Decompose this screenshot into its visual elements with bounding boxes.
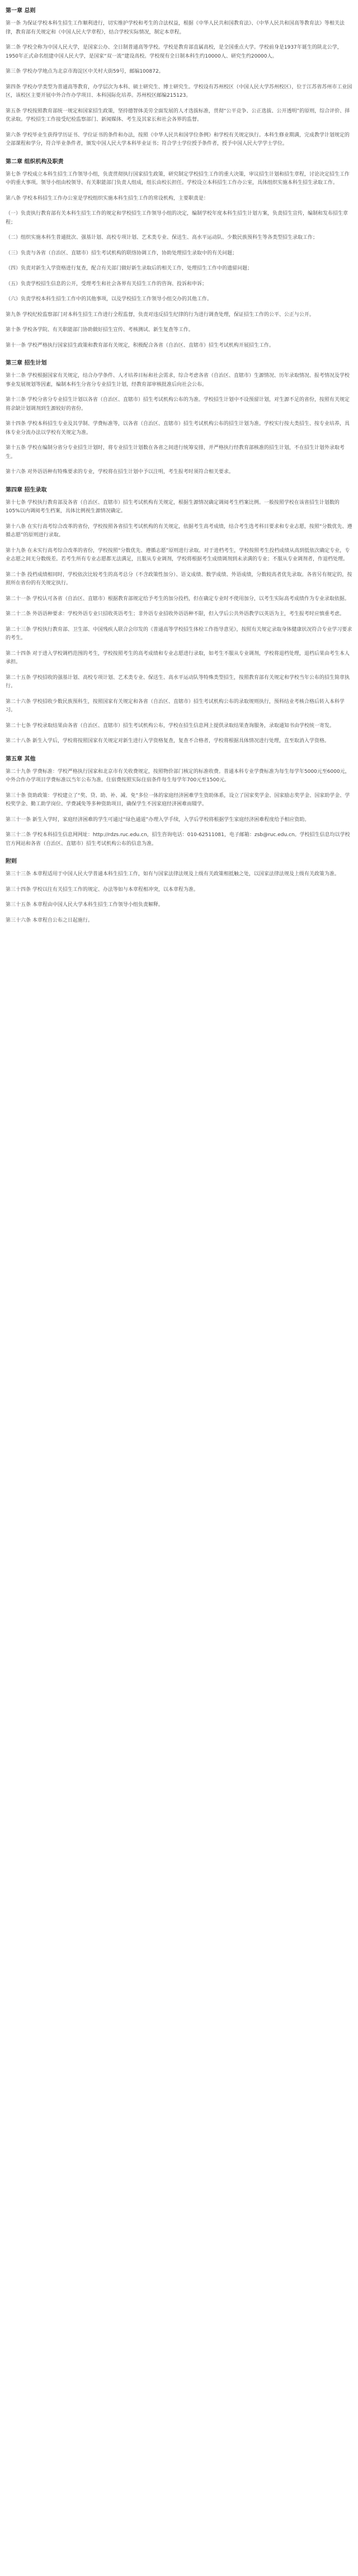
chapter-heading: 第一章 总则 xyxy=(6,8,36,14)
article-paragraph: 第二十八条 新生入学后，学校将按照国家有关规定对新生进行入学资格复查，复查不合格者，学校将根据具体情况进行处理，直至取消入学资格。 xyxy=(6,738,329,744)
article-paragraph: 第三十六条 本章程自公布之日起施行。 xyxy=(6,917,93,923)
article-paragraph: 第十二条 学校根据国家有关规定，结合办学条件、人才培养目标和社会需求，综合考虑各省（自治区、直辖市）生源情况、历年录取情况、报考情况及学校事业发展规划等因素，编制本科生分省分专业招生计划，经教育部审核批准后向社会公布。 xyxy=(6,373,350,388)
article-paragraph: （五）负责学校招生信息的公开，受理考生和社会各界有关招生工作的咨询、投诉和申诉； xyxy=(6,281,208,287)
article-paragraph: 第六条 学校毕业生获得学历证书、学位证书的条件和办法，按照《中华人民共和国学位条例》和学校有关规定执行。本科生修业期满，完成教学计划规定的全部课程和学分，符合毕业条件者，颁发中国人民大学本科毕业证书；符合学士学位授予条件者，授予中国人民大学学士学位。 xyxy=(6,132,350,147)
article-paragraph: 第十三条 学校分省分专业招生计划以各省（自治区、直辖市）招生考试机构公布的为准。学校招生计划中不设预留计划，对生源不足的省份，按照有关规定将余缺计划调剂到生源较好的省份。 xyxy=(6,397,350,412)
article-paragraph: 第二十五条 学校招收的强基计划、高校专项计划、艺术类专业、保送生、高水平运动队等特殊类型招生，按照教育部有关规定和学校当年公布的招生简章执行。 xyxy=(6,674,350,689)
article-paragraph: （二）组织实施本科生普通批次、强基计划、高校专项计划、艺术类专业、保送生、高水平运动队、少数民族预科生等各类型招生录取工作； xyxy=(6,235,318,240)
article-paragraph: 第十九条 在未实行高考综合改革的省份，学校按照“分数优先、遵循志愿”原则进行录取。对于进档考生，学校按照考生投档成绩从高到低依次确定专业，专业志愿之间无分数级差。若考生所有专业志愿都无法满足，且服从专业调剂，学校将根据考生成绩调剂到未录满的专业；不服从专业调剂者，作退档处理。 xyxy=(6,548,350,562)
article-paragraph: 第一条 为保证学校本科生招生工作顺利进行，切实维护学校和考生的合法权益，根据《中华人民共和国教育法》、《中华人民共和国高等教育法》等相关法律，教育部有关规定和《中国人民大学章程》，结合学校实际情况，制定本章程。 xyxy=(6,21,345,35)
article-paragraph: 第七条 学校成立本科生招生工作领导小组，负责贯彻执行国家招生政策，研究制定学校招生工作的重大决策，审议招生计划和招生章程，讨论决定招生工作中的重大事项。领导小组由校领导、有关职能部门负责人组成，组长由校长担任。学校设立本科招生工作办公室，具体组织实施本科生招生录取工作。 xyxy=(6,171,350,186)
article-paragraph: 第二十六条 学校招收少数民族预科生，按照国家有关规定和各省（自治区、直辖市）招生考试机构公布的录取规则执行，预科结业考核合格后转入本科学习。 xyxy=(6,699,345,713)
article-paragraph: 第五条 学校按照教育部统一规定和国家招生政策，坚持德智体美劳全面发展的人才选拔标准，贯彻“公平竞争、公正选拔、公开透明”的原则，综合评价、择优录取。学校招生工作接受纪检监察部门、新闻媒体、考生及其家长和社会各界的监督。 xyxy=(6,108,350,122)
article-paragraph: 第二十九条 学费标准：学校严格执行国家和北京市有关收费规定，按照物价部门核定的标准收费。普通本科专业学费标准为每生每学年5000元至6000元，中外合作办学项目学费标准以当年公布为准。住宿费按照实际住宿条件每生每学年700元至1500元。 xyxy=(6,768,350,783)
article-paragraph: （四）负责对新生入学资格进行复查，配合有关部门做好新生录取后的相关工作，处理招生工作中的遗留问题； xyxy=(6,266,253,271)
article-paragraph: 第十五条 学校在编制分省分专业招生计划时，将专业招生计划数在各省之间进行统筹安排，并严格执行经教育部核准的招生计划，不在招生计划外录取考生。 xyxy=(6,445,345,460)
article-paragraph: 第十一条 学校严格执行国家招生政策和教育部有关规定，积极配合各省（自治区、直辖市）招生考试机构开展招生工作。 xyxy=(6,342,274,348)
article-paragraph: 第十四条 学校本科招生专业及其学制、学费标准等，以各省（自治区、直辖市）招生考试机构公布的招生计划为准。学校实行按大类招生、按专业培养，具体专业分流办法以学校有关规定为准。 xyxy=(6,421,350,436)
article-paragraph: （六）负责学校本科生招生工作中的其他事项，以及学校招生工作领导小组交办的其他工作。 xyxy=(6,296,213,302)
admission-charter-document xyxy=(0,0,358,925)
chapter-heading: 附则 xyxy=(6,858,17,865)
article-paragraph: 第十七条 学校执行教育部及各省（自治区、直辖市）招生考试机构有关规定，根据生源情况确定调阅考生档案比例。一般按照学校在该省招生计划数的105%以内调阅考生档案，具体比例视生源情况确定。 xyxy=(6,499,340,514)
article-paragraph: 第三十四条 学校以往有关招生工作的规定、办法等如与本章程相冲突，以本章程为准。 xyxy=(6,886,199,893)
article-paragraph: 第三十一条 新生入学时，家庭经济困难的学生可通过“绿色通道”办理入学手续，入学后学校将根据学生家庭经济困难程度给予相应资助。 xyxy=(6,817,310,823)
chapter-heading: 第三章 招生计划 xyxy=(6,360,47,366)
article-paragraph: 第三十条 资助政策：学校建立了“奖、贷、助、补、减、免”多位一体的家庭经济困难学生资助体系，设立了国家奖学金、国家励志奖学金、国家助学金、学校奖学金、勤工助学岗位、学费减免等多种资助项目，确保学生不因家庭经济困难而辍学。 xyxy=(6,792,350,807)
chapter-heading: 第二章 组织机构及职责 xyxy=(6,158,64,165)
chapter-heading: 第四章 招生录取 xyxy=(6,487,47,493)
article-paragraph: 第十八条 在实行高考综合改革的省份，学校按照各省招生考试机构的有关规定，依据考生高考成绩，结合考生选考科目要求和专业志愿，按照“分数优先、遵循志愿”的原则进行录取。 xyxy=(6,523,352,538)
chapter-heading: 第五章 其他 xyxy=(6,756,36,762)
article-paragraph: 第二十二条 外语语种要求：学校外语专业只招收英语考生；非外语专业招收外语语种不限，但入学后公共外语教学以英语为主，考生报考时应慎重考虑。 xyxy=(6,611,345,617)
article-paragraph: 第二十条 投档成绩相同时，学校依次比较考生的高考总分（不含政策性加分）、语文成绩、数学成绩、外语成绩，分数较高者优先录取。各省另有规定的，按照所在省份的有关规定执行。 xyxy=(6,572,352,586)
article-paragraph: 第三十二条 学校本科招生信息网网址：http://rdzs.ruc.edu.cn，招生咨询电话：010-62511081，电子邮箱：zsb@ruc.edu.cn。学校招生信息均以学校官方网站和各省（自治区、直辖市）招生考试机构公布的信息为准。 xyxy=(6,832,350,847)
article-paragraph: 第二十一条 学校认可各省（自治区、直辖市）根据教育部规定给予考生的加分投档，但在确定专业时不使用加分，以考生实际高考成绩作为专业录取依据。 xyxy=(6,596,350,602)
article-paragraph: 第四条 学校办学类型为普通高等教育，办学层次为本科、硕士研究生、博士研究生。学校设有苏州校区（中国人民大学苏州校区），位于江苏省苏州市工业园区，该校区主要开展中外合作办学项目、本科国际化培养。苏州校区邮编215123。 xyxy=(6,84,352,98)
article-paragraph: 第二十七条 学校录取结果由各省（自治区、直辖市）招生考试机构公布，学校在招生信息网上提供录取结果查询服务，录取通知书由学校统一寄发。 xyxy=(6,723,335,729)
article-paragraph: 第三十五条 本章程由中国人民大学本科生招生工作领导小组负责解释。 xyxy=(6,902,163,908)
article-paragraph: 第三十三条 本章程适用于中国人民大学普通本科生招生工作，如有与国家法律法规及上级有关政策相抵触之处，以国家法律法规及上级有关政策为准。 xyxy=(6,871,340,877)
article-paragraph: 第二十四条 对于进入学校调档范围的考生，学校按照考生的高考成绩和专业志愿进行录取，如考生不服从专业调剂，学校将退档处理，退档后果由考生本人承担。 xyxy=(6,650,350,665)
article-paragraph: 第二十三条 学校执行教育部、卫生部、中国残疾人联合会印发的《普通高等学校招生体检工作指导意见》，按照有关规定录取身体健康状况符合专业学习要求的考生。 xyxy=(6,626,352,641)
article-paragraph: （一）负责执行教育部有关本科生招生工作的规定和学校招生工作领导小组的决定，编制学校年度本科生招生计划方案，负责招生宣传，编制和发布招生章程； xyxy=(6,211,348,225)
article-paragraph: 第三条 学校办学地点为北京市海淀区中关村大街59号，邮编100872。 xyxy=(6,69,164,74)
article-paragraph: 第八条 学校本科招生工作办公室是学校组织实施本科生招生工作的常设机构，主要职责是： xyxy=(6,195,209,201)
article-paragraph: （三）负责与各省（自治区、直辖市）招生考试机构的联络协调工作，协助处理招生录取中的有关问题； xyxy=(6,250,238,256)
article-paragraph: 第二条 学校全称为中国人民大学，是国家公办、全日制普通高等学校。学校是教育部直属高校，是全国重点大学。学校前身是1937年诞生的陕北公学，1950年正式命名组建中国人民大学，是国家“双一流”建设高校。学校现有全日制本科生约10000人、研究生约20000人。 xyxy=(6,45,342,59)
article-paragraph: 第十六条 对外语语种有特殊要求的专业，学校将在招生计划中予以注明，考生报考时须符合相关要求。 xyxy=(6,469,234,475)
article-paragraph: 第十条 学校各学院、有关职能部门协助做好招生宣传、考核测试、新生复查等工作。 xyxy=(6,327,194,333)
article-paragraph: 第九条 学校纪检监察部门对本科生招生工作进行全程监督，负责对违反招生纪律的行为进行调查处理，保证招生工作的公平、公正与公开。 xyxy=(6,312,314,318)
